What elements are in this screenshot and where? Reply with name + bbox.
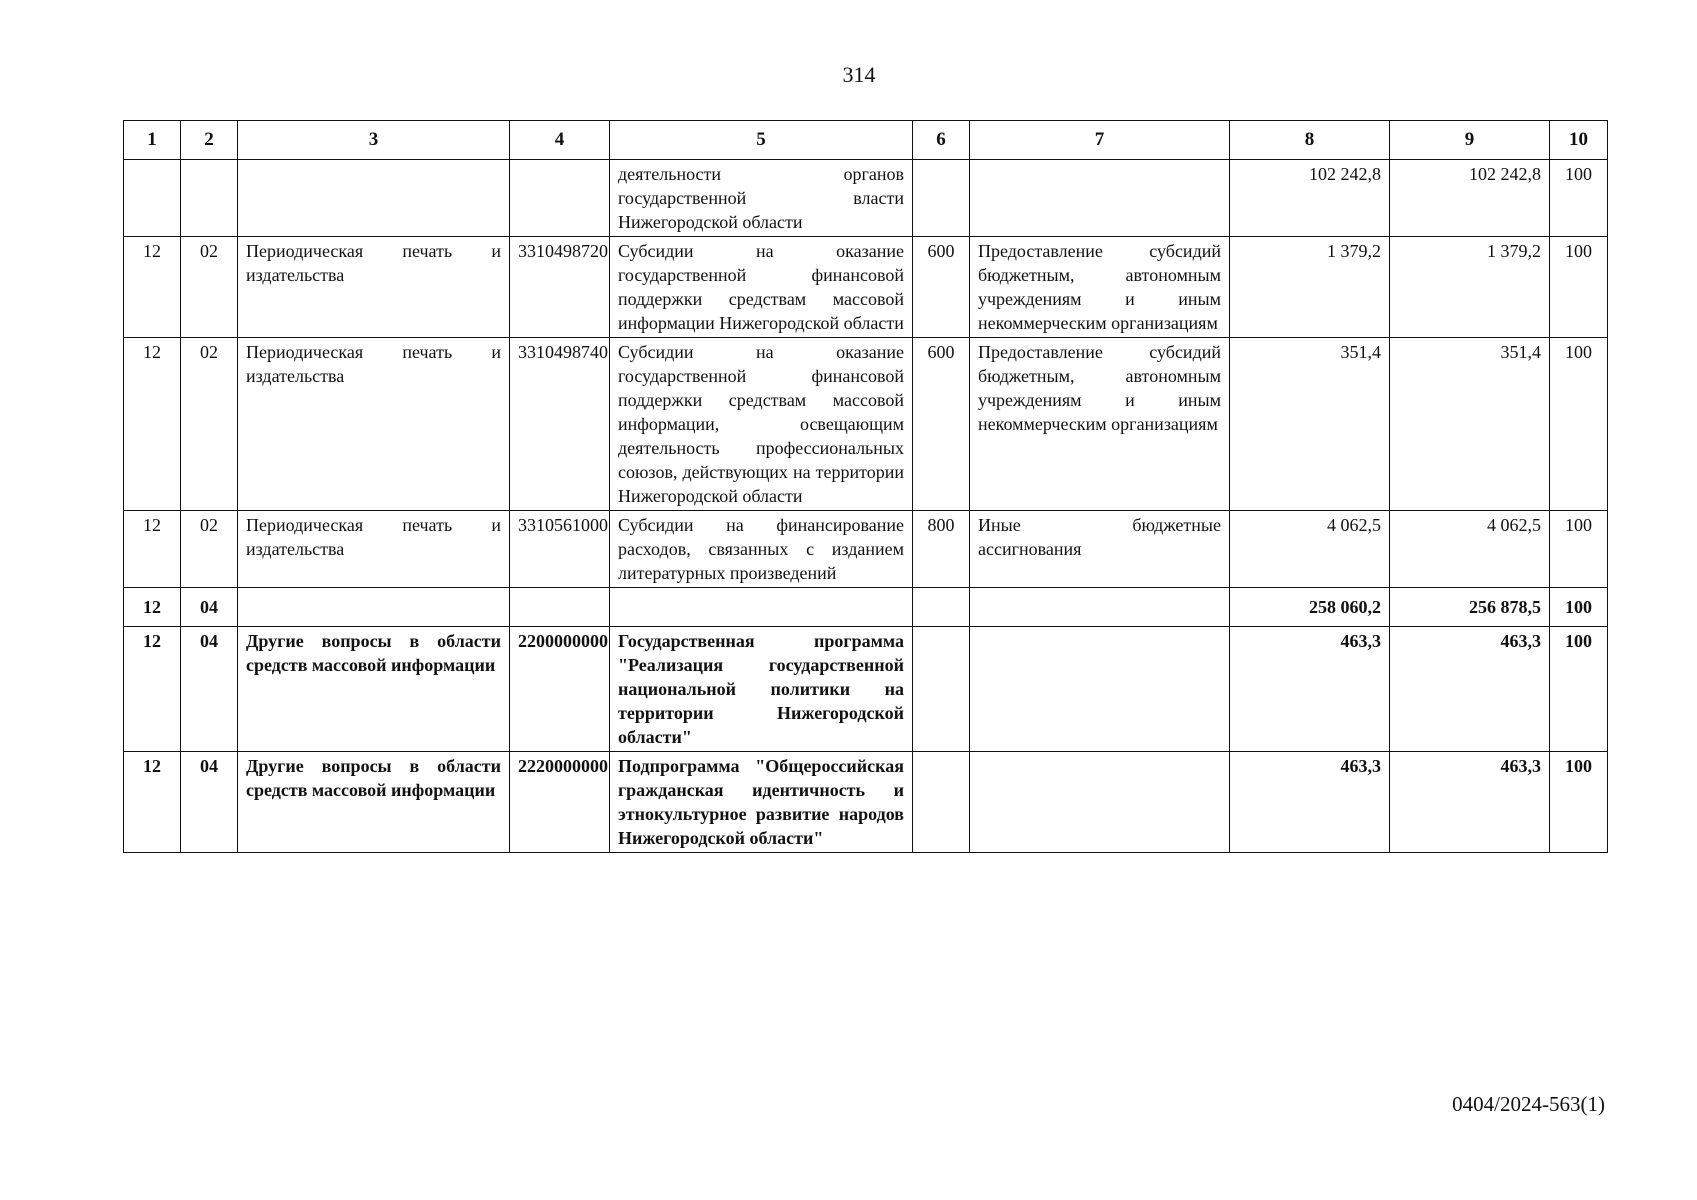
table-row — [124, 588, 1608, 627]
cell-subsection-code: 02 — [181, 338, 238, 511]
cell-section-name: Периодическая печать и издательства — [238, 237, 510, 338]
cell-section-code — [124, 160, 181, 237]
cell-planned-amount: 4 062,5 — [1230, 511, 1390, 588]
cell-target-article-code — [510, 588, 610, 627]
cell-subsection-code: 04 — [181, 588, 238, 627]
cell-expense-type-code — [913, 588, 970, 627]
cell-planned-amount: 102 242,8 — [1230, 160, 1390, 237]
cell-expense-type-name — [970, 588, 1230, 627]
cell-execution-percent: 100 — [1550, 160, 1608, 237]
cell-expense-name: Подпрограмма "Общероссийская гражданская идентичность и этнокультурное развитие народов Нижегородской области" — [610, 752, 913, 853]
cell-section-name: Другие вопросы в области средств массовой информации — [238, 752, 510, 853]
table-body — [124, 160, 1608, 853]
cell-target-article-code: 2220000000 — [510, 752, 610, 853]
cell-expense-type-name — [970, 752, 1230, 853]
table-row — [124, 237, 1608, 338]
table-row — [124, 752, 1608, 853]
cell-executed-amount: 1 379,2 — [1390, 237, 1550, 338]
cell-expense-name — [610, 588, 913, 627]
cell-section-code: 12 — [124, 752, 181, 853]
page-number: 314 — [842, 62, 876, 87]
cell-target-article-code: 3310498720 — [510, 237, 610, 338]
cell-executed-amount: 463,3 — [1390, 627, 1550, 752]
cell-expense-type-code: 800 — [913, 511, 970, 588]
cell-expense-type-code — [913, 752, 970, 853]
cell-target-article-code: 3310498740 — [510, 338, 610, 511]
cell-section-name: Другие вопросы в области средств массовой информации — [238, 627, 510, 752]
cell-expense-type-code: 600 — [913, 237, 970, 338]
budget-table — [123, 120, 1608, 853]
cell-expense-name: Субсидии на оказание государственной финансовой поддержки средствам массовой информации, освещающим деятельность профессиональных союзов, действующих на территории Нижегородской области — [610, 338, 913, 511]
cell-subsection-code: 04 — [181, 752, 238, 853]
column-header: 8 — [1230, 121, 1390, 160]
cell-target-article-code: 2200000000 — [510, 627, 610, 752]
cell-section-name — [238, 160, 510, 237]
cell-execution-percent: 100 — [1550, 511, 1608, 588]
cell-expense-type-name: Иные бюджетные ассигнования — [970, 511, 1230, 588]
cell-section-code: 12 — [124, 338, 181, 511]
cell-subsection-code — [181, 160, 238, 237]
cell-execution-percent: 100 — [1550, 752, 1608, 853]
table-header-row — [124, 121, 1608, 160]
cell-expense-type-name: Предоставление субсидий бюджетным, автономным учреждениям и иным некоммерческим организациям — [970, 338, 1230, 511]
column-header: 2 — [181, 121, 238, 160]
cell-subsection-code: 02 — [181, 511, 238, 588]
cell-planned-amount: 463,3 — [1230, 627, 1390, 752]
cell-expense-type-code — [913, 160, 970, 237]
cell-planned-amount: 351,4 — [1230, 338, 1390, 511]
cell-section-name — [238, 588, 510, 627]
cell-expense-name: Субсидии на оказание государственной финансовой поддержки средствам массовой информации Нижегородской области — [610, 237, 913, 338]
cell-expense-type-code: 600 — [913, 338, 970, 511]
cell-expense-type-code — [913, 627, 970, 752]
cell-expense-name: Государственная программа "Реализация государственной национальной политики на территории Нижегородской области" — [610, 627, 913, 752]
cell-expense-type-name: Предоставление субсидий бюджетным, автономным учреждениям и иным некоммерческим организациям — [970, 237, 1230, 338]
cell-execution-percent: 100 — [1550, 237, 1608, 338]
cell-planned-amount: 463,3 — [1230, 752, 1390, 853]
cell-section-code: 12 — [124, 627, 181, 752]
column-header: 3 — [238, 121, 510, 160]
cell-section-code: 12 — [124, 588, 181, 627]
cell-expense-type-name — [970, 627, 1230, 752]
cell-executed-amount: 351,4 — [1390, 338, 1550, 511]
cell-section-name: Периодическая печать и издательства — [238, 511, 510, 588]
table-row — [124, 338, 1608, 511]
table-row — [124, 627, 1608, 752]
column-header: 6 — [913, 121, 970, 160]
cell-section-code: 12 — [124, 511, 181, 588]
cell-execution-percent: 100 — [1550, 588, 1608, 627]
cell-executed-amount: 256 878,5 — [1390, 588, 1550, 627]
cell-target-article-code — [510, 160, 610, 237]
cell-section-code: 12 — [124, 237, 181, 338]
cell-expense-name: деятельности органов государственной власти Нижегородской области — [610, 160, 913, 237]
cell-execution-percent: 100 — [1550, 338, 1608, 511]
table-row — [124, 160, 1608, 237]
cell-executed-amount: 463,3 — [1390, 752, 1550, 853]
table-row — [124, 511, 1608, 588]
column-header: 10 — [1550, 121, 1608, 160]
cell-section-name: Периодическая печать и издательства — [238, 338, 510, 511]
column-header: 9 — [1390, 121, 1550, 160]
cell-target-article-code: 3310561000 — [510, 511, 610, 588]
document-code: 0404/2024-563(1) — [1452, 1092, 1605, 1116]
cell-executed-amount: 4 062,5 — [1390, 511, 1550, 588]
column-header: 7 — [970, 121, 1230, 160]
cell-expense-name: Субсидии на финансирование расходов, связанных с изданием литературных произведений — [610, 511, 913, 588]
cell-execution-percent: 100 — [1550, 627, 1608, 752]
cell-expense-type-name — [970, 160, 1230, 237]
cell-subsection-code: 02 — [181, 237, 238, 338]
column-header: 1 — [124, 121, 181, 160]
column-header: 4 — [510, 121, 610, 160]
column-header: 5 — [610, 121, 913, 160]
cell-planned-amount: 1 379,2 — [1230, 237, 1390, 338]
cell-subsection-code: 04 — [181, 627, 238, 752]
cell-planned-amount: 258 060,2 — [1230, 588, 1390, 627]
cell-executed-amount: 102 242,8 — [1390, 160, 1550, 237]
